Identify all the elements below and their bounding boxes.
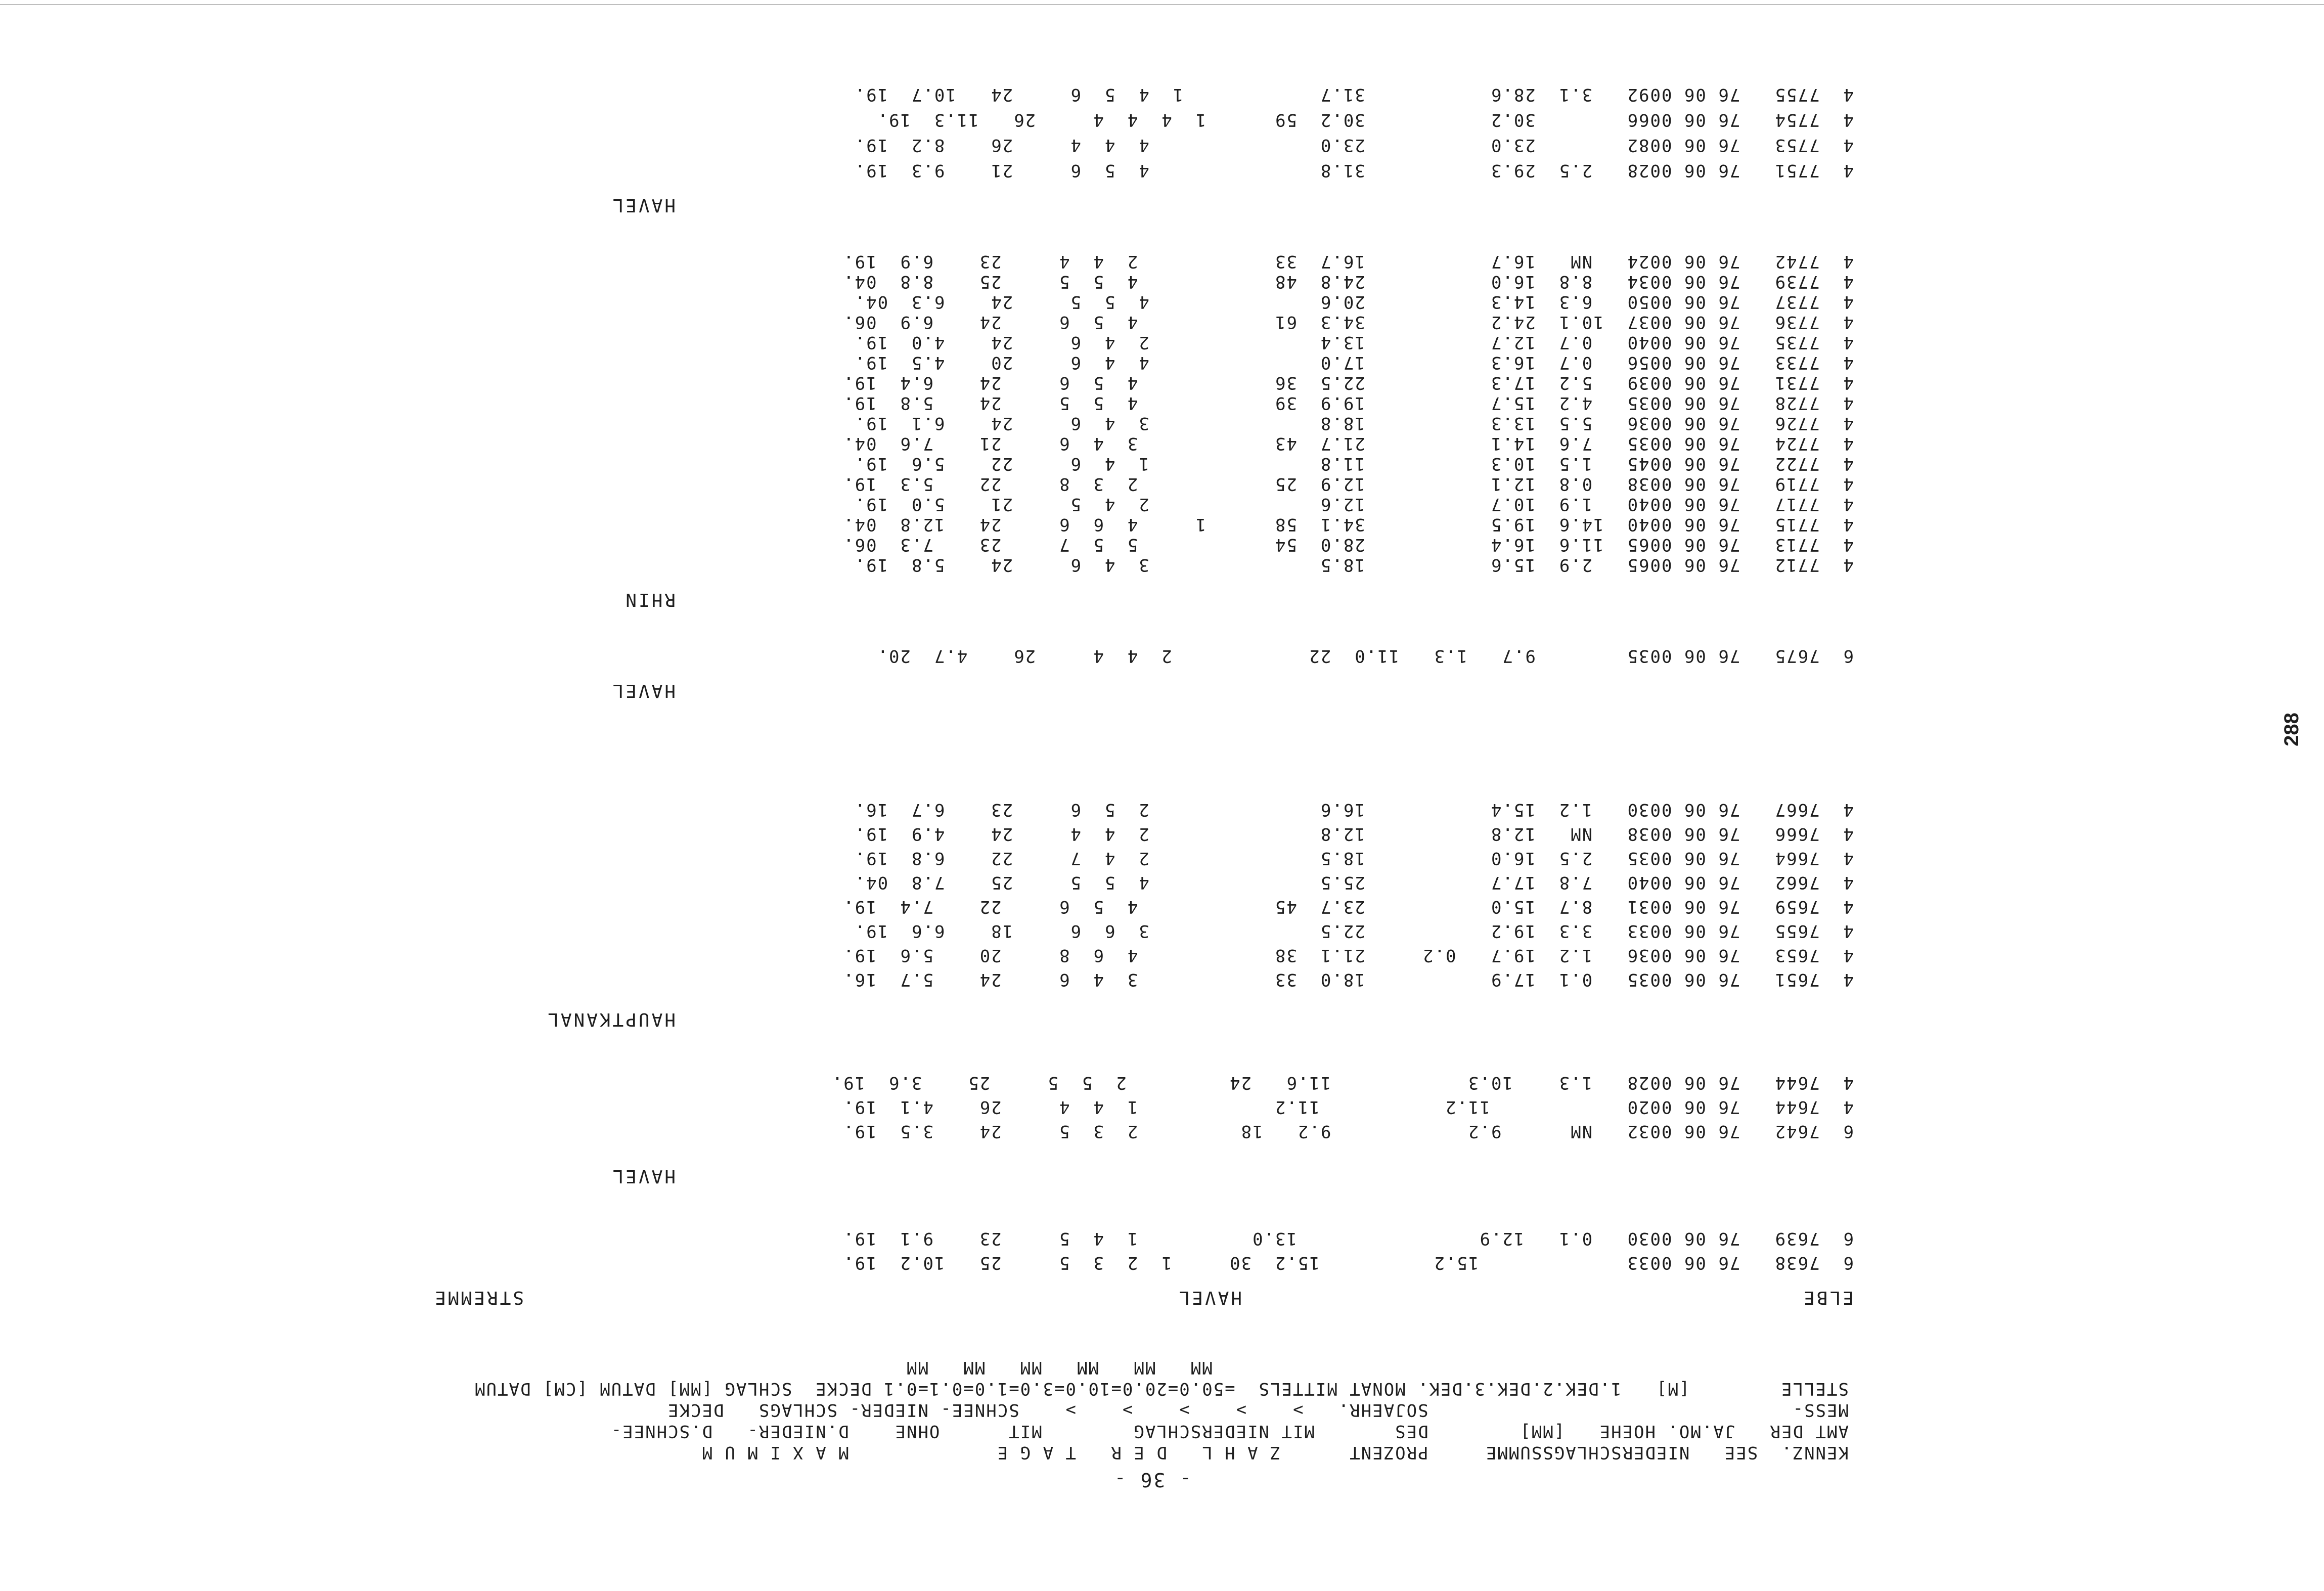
table-row: 4 7753 76 06 0082 23.0 23.0 4 4 4 26 8.2 19. [854, 135, 1854, 155]
section-lake-label: HAVEL [610, 680, 676, 701]
table-row: 4 7728 76 06 0035 4.2 15.7 19.9 39 4 5 5 24 5.8 19. [842, 393, 1854, 413]
header-line-5: MM MM MM MM MM MM [906, 1357, 1849, 1378]
table-row: 4 7736 76 06 0037 10.1 24.2 34.3 61 4 5 6 24 6.9 06. [842, 312, 1854, 332]
table-row: 4 7755 76 06 0092 3.1 28.6 31.7 1 4 5 6 24 10.7 19. [854, 84, 1854, 105]
section-lake-label: HAVEL [1177, 1287, 1242, 1308]
table-row: 4 7666 76 06 0038 NM 12.8 12.8 2 4 4 24 4.9 19. [854, 824, 1854, 844]
page-number: - 36 - [1112, 1469, 1191, 1491]
table-row: 6 7675 76 06 0035 9.7 1.3 11.0 22 2 4 4 26 4.7 20. [876, 646, 1854, 666]
table-row: 6 7638 76 06 0033 15.2 15.2 30 1 2 3 5 25 10.2 19. [842, 1253, 1854, 1273]
table-row: 4 7655 76 06 0033 3.3 19.2 22.5 3 6 6 18 6.6 19. [854, 921, 1854, 941]
table-row: 4 7754 76 06 0066 30.2 30.2 59 1 4 4 4 26 11.3 19. [876, 110, 1854, 130]
section-lake-label: RHIN [623, 589, 676, 610]
table-row: 4 7742 76 06 0024 NM 16.7 16.7 33 2 4 4 23 6.9 19. [842, 251, 1854, 272]
table-row: 4 7644 76 06 0020 11.2 11.2 1 4 4 26 4.1 19. [842, 1097, 1854, 1117]
table-row: 4 7651 76 06 0035 0.1 17.9 18.0 33 3 4 6 24 5.7 16. [842, 969, 1854, 990]
scan-edge-line [0, 4, 2324, 5]
table-row: 4 7713 76 06 0065 11.6 16.4 28.0 54 5 5 7 23 7.3 06. [842, 535, 1854, 555]
header-line-2: AMT DER JA.MO. HOEHE [MM] DES MIT NIEDERSCHLAG MIT OHNE D.NIEDER- D.SCHNEE- [610, 1421, 1849, 1441]
section-lake-label: HAUPTKANAL [546, 1009, 676, 1030]
table-row: 4 7733 76 06 0056 0.7 16.3 17.0 4 4 6 20 4.5 19. [854, 352, 1854, 373]
table-row: 4 7722 76 06 0045 1.5 10.3 11.8 1 4 6 22 5.6 19. [854, 454, 1854, 474]
table-row: 4 7653 76 06 0036 1.2 19.7 0.2 21.1 38 4 6 8 20 5.6 19. [842, 945, 1854, 965]
side-page-number: 288 [2281, 713, 2303, 746]
table-row: 4 7664 76 06 0035 2.5 16.0 18.5 2 4 7 22 6.8 19. [854, 848, 1854, 868]
table-row: 4 7719 76 06 0038 0.8 12.1 12.9 25 2 3 8 22 5.3 19. [842, 474, 1854, 494]
table-row: 4 7662 76 06 0040 7.8 17.7 25.5 4 5 5 25 7.8 04. [854, 872, 1854, 893]
table-row: 4 7659 76 06 0031 8.7 15.0 23.7 45 4 5 6 22 7.4 19. [842, 897, 1854, 917]
section-river-label: ELBE [1802, 1287, 1854, 1308]
table-row: 4 7731 76 06 0039 5.2 17.3 22.5 36 4 5 6 24 6.4 19. [842, 373, 1854, 393]
table-row: 4 7644 76 06 0028 1.3 10.3 11.6 24 2 5 5 25 3.6 19. [831, 1073, 1854, 1093]
table-row: 6 7639 76 06 0030 0.1 12.9 13.0 1 4 5 23 9.1 19. [842, 1228, 1854, 1249]
table-row: 4 7751 76 06 0028 2.5 29.3 31.8 4 5 6 21 9.3 19. [854, 160, 1854, 181]
table-row: 4 7724 76 06 0035 7.6 14.1 21.7 43 3 4 6 21 7.6 04. [842, 433, 1854, 454]
section-lake-label: HAVEL [610, 1166, 676, 1186]
table-row: 4 7712 76 06 0065 2.9 15.6 18.5 3 4 6 24 5.8 19. [854, 555, 1854, 575]
table-row: 4 7717 76 06 0040 1.9 10.7 12.6 2 4 5 21 5.0 19. [854, 494, 1854, 514]
header-line-3: MESS- SOJAEHR. > > > > > SCHNEE- NIEDER- SCHLAGS DECKE [667, 1400, 1849, 1420]
table-row: 6 7642 76 06 0032 NM 9.2 9.2 18 2 3 5 24 3.5 19. [842, 1121, 1854, 1141]
table-row: 4 7667 76 06 0030 1.2 15.4 16.6 2 5 6 23 6.7 16. [854, 800, 1854, 820]
table-row: 4 7739 76 06 0034 8.8 16.0 24.8 48 4 5 5 25 8.8 04. [842, 272, 1854, 292]
table-row: 4 7737 76 06 0050 6.3 14.3 20.6 4 5 5 24 6.3 04. [854, 292, 1854, 312]
table-row: 4 7726 76 06 0036 5.5 13.3 18.8 3 4 6 24 6.1 19. [854, 413, 1854, 433]
table-row: 4 7735 76 06 0040 0.7 12.7 13.4 2 4 6 24 4.0 19. [854, 332, 1854, 352]
table-row: 4 7715 76 06 0040 14.6 19.5 34.1 58 1 4 6 6 24 12.8 04. [842, 514, 1854, 535]
section-group-label: STREMME [433, 1287, 524, 1308]
header-line-1: KENNZ. SEE NIEDERSCHLAGSSUMME PROZENT Z A H L D E R T A G E M A X I M U M [701, 1442, 1849, 1463]
header-line-4: STELLE [M] 1.DEK.2.DEK.3.DEK. MONAT MITTELS =50.0=20.0=10.0=3.0=1.0=0.1=0.1 DECKE SCHLAG [MM] DATUM [CM] DATUM [474, 1379, 1849, 1399]
section-lake-label: HAVEL [610, 195, 676, 215]
